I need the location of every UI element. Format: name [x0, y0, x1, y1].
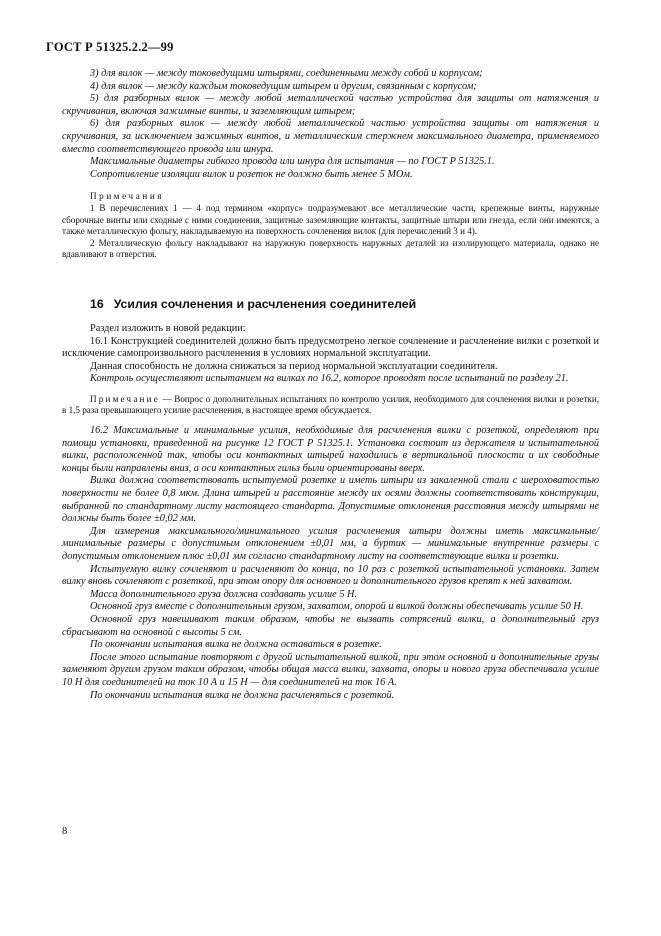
- paragraph-after: После этого испытание повторяют с другой испытательной вилкой, при этом основной и дополнительные грузы заменяют другим грузом таким образом, чтобы общая масса вилки, захвата, опоры и нового груза обеспечивала усилие 10 Н для соединителей на ток 10 А и 15 Н — для соединителей на ток 16 А.: [62, 651, 599, 688]
- list-item: 5) для разборных вилок — между любой металлической частью устройства для защиты от натяжения и скручивания, включая зажимные винты, и заземляющим штырем;: [62, 93, 599, 117]
- paragraph-end-1: По окончании испытания вилка не должна оставаться в розетке.: [90, 639, 382, 651]
- paragraph-capacity: Данная способность не должна снижаться за период нормальной эксплуатации соединителя.: [90, 360, 498, 372]
- paragraph-tested: Испытуемую вилку сочленяют и расчленяют до конца, по 10 раз с розеткой испытательной установки. Затем вилку вновь сочленяют с розеткой, при этом опору для основного и дополнительного грузов крепят к ней захватом.: [62, 563, 599, 588]
- paragraph-plug: Вилка должна соответствовать испытуемой розетке и иметь штыри из закаленной стали с шероховатостью поверхности не более 0,8 мкм. Длина штырей и расстояние между их осями должны соответствовать конструкции, выбранной по стандартному листу настоящего стандарта. Допустимые отклонения расстояния между штырями не должны быть более ±0,02 мм.: [62, 475, 599, 525]
- page-content: [62, 68, 599, 702]
- note-2: 2 Металлическую фольгу накладывают на наружную поверхность наружных деталей из изолирующего материала, однако не вдавливают в отверстия.: [62, 237, 599, 260]
- notes-title: Примечания: [90, 191, 165, 202]
- section-number: 16: [90, 296, 104, 311]
- clause-16-1: 16.1 Конструкцией соединителей должно быть предусмотрено легкое сочленение и расчленение вилки с розеткой и исключение самопроизвольного расчленения в условиях нормальной эксплуатации.: [62, 335, 599, 360]
- section-note-label: Примечание: [90, 393, 160, 404]
- paragraph-mass: Масса дополнительного груза должна создавать усилие 5 Н.: [90, 588, 358, 600]
- section-heading: [90, 297, 599, 311]
- paragraph-resistance: Сопротивление изоляции вилок и розеток не должно быть менее 5 МОм.: [90, 168, 413, 180]
- clause-16-2: 16.2 Максимальные и минимальные усилия, необходимые для расчленения вилки с розеткой, определяют при помощи установки, приведенной на рисунке 12 ГОСТ Р 51325.1. Установка состоит из держателя и испытательной вилки, расположенной так, чтобы оси контактных штырей находились в вертикальной плоскости и их свободные концы были направлены вниз, а оси контактных гильз были ориентированы вверх.: [62, 425, 599, 474]
- paragraph-measure: Для измерения максимального/минимального усилия расчленения штыри должны иметь максимальные/минимальные размеры с допустимым отклонением ±0,01 мм, а буртик — минимальные внутренние размеры с допустимым отклонением плюс ±0,01 мм согласно стандартному листу на соответствующие вилки и розетки.: [62, 525, 599, 562]
- section-note: [62, 394, 599, 417]
- section-title: Усилия сочленения и расчленения соединителей: [113, 296, 417, 311]
- note-1: 1 В перечислениях 1 — 4 под термином «корпус» подразумевают все металлические части, крепежные винты, наружные сборочные винты или сходные с ними соединения, защитные заземляющие контакты, защитные штыри или гнезда, если они имеются, а также металлическую фольгу, накладываемую на поверхность сочленения вилок (для перечислений 3 и 4).: [62, 202, 599, 237]
- paragraph-main-weight: Основной груз вместе с дополнительным грузом, захватом, опорой и вилкой должны обеспечивать усилие 50 Н.: [90, 601, 584, 613]
- list-item: 4) для вилок — между каждым токоведущим штырем и другим, связанным с корпусом;: [90, 80, 477, 92]
- paragraph-end-2: По окончании испытания вилка не должна расчленяться с розеткой.: [90, 689, 395, 701]
- page-number: 8: [62, 826, 68, 837]
- paragraph-diameters: Максимальные диаметры гибкого провода или шнура для испытания — по ГОСТ Р 51325.1.: [90, 156, 495, 168]
- document-header: ГОСТ Р 51325.2.2—99: [46, 40, 174, 54]
- list-item: 6) для разборных вилок — между любой металлической частью устройства защиты от натяжения и скручивания, за исключением зажимных винтов, и металлическим стержнем максимального диаметра, применяемого вместо соответствующего провода или шнура.: [62, 118, 599, 155]
- paragraph-control: Контроль осуществляют испытанием на вилках по 16.2, которое проводят после испытаний по разделу 21.: [90, 373, 569, 385]
- paragraph-hang: Основной груз навешивают таким образом, чтобы не вызвать сотрясений вилки, а дополнительный груз сбрасывают на основной с высоты 5 см.: [62, 613, 599, 638]
- list-item: 3) для вилок — между токоведущими штырями, соединенными между собой и корпусом;: [90, 68, 483, 79]
- section-note-text: — Вопрос о дополнительных испытаниях по контролю усилия, необходимого для сочленения вилки и розетки, в 1,5 раза превышающего усилие расчленения, в настоящее время обсуждается.: [62, 393, 599, 416]
- section-intro: Раздел изложить в новой редакции:: [90, 322, 246, 334]
